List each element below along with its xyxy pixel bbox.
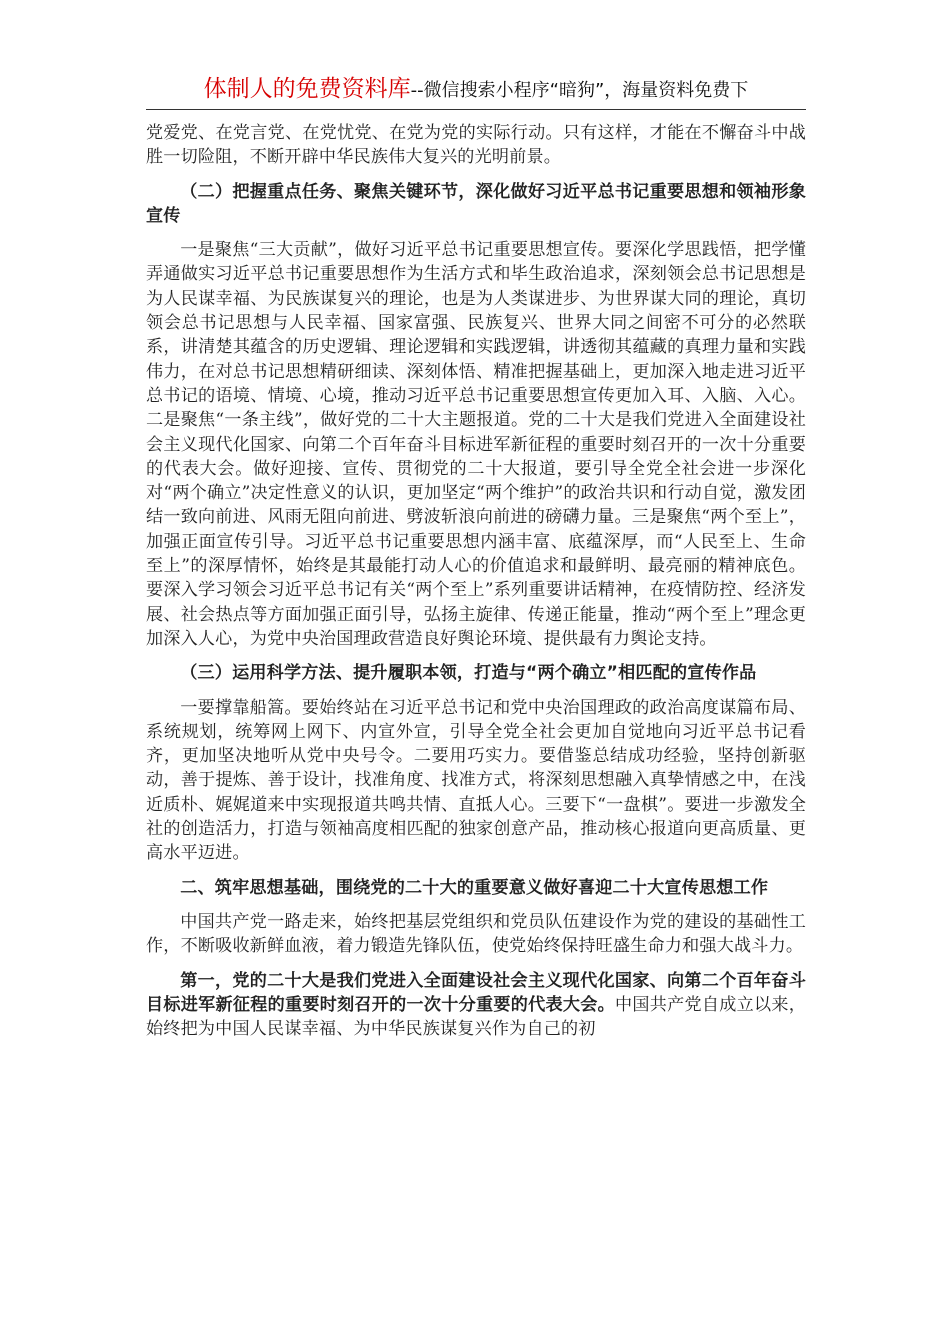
- header-tagline: --微信搜索小程序“暗狗”，海量资料免费下: [410, 80, 749, 101]
- watermark-header: [146, 70, 806, 110]
- header-brand: 体制人的免费资料库: [203, 76, 411, 102]
- paragraph-continued: 党爱党、在党言党、在党忧党、在党为党的实际行动。只有这样，才能在不懈奋斗中战胜一切险阻，不断开辟中华民族伟大复兴的光明前景。: [146, 123, 806, 168]
- document-body: [146, 121, 806, 1041]
- section-heading-2: （二）把握重点任务、聚焦关键环节，深化做好习近平总书记重要思想和领袖形象宣传: [146, 181, 806, 226]
- paragraph-section-2: 一是聚焦“三大贡献”，做好习近平总书记重要思想宣传。要深化学思践悟，把学懂弄通做实习近平总书记重要思想作为生活方式和毕生政治追求，深刻领会总书记思想是为人民谋幸福、为民族谋复兴的理论，也是为人类谋进步、为世界谋大同的理论，真切领会总书记思想与人民幸福、国家富强、民族复兴、世界大同之间密不可分的必然联系，讲清楚其蕴含的历史逻辑、理论逻辑和实践逻辑，讲透彻其蕴藏的真理力量和实践伟力，在对总书记思想精研细读、深刻体悟、精准把握基础上，更加深入地走进习近平总书记的语境、情境、心境，推动习近平总书记重要思想宣传更加入耳、入脑、入心。二是聚焦“一条主线”，做好党的二十大主题报道。党的二十大是我们党进入全面建设社会主义现代化国家、向第二个百年奋斗目标进军新征程的重要时刻召开的一次十分重要的代表大会。做好迎接、宣传、贯彻党的二十大报道，要引导全党全社会进一步深化对“两个确立”决定性意义的认识，更加坚定“两个维护”的政治共识和行动自觉，激发团结一致向前进、风雨无阻向前进、劈波斩浪向前进的磅礴力量。三是聚焦“两个至上”，加强正面宣传引导。习近平总书记重要思想内涵丰富、底蕴深厚，而“人民至上、生命至上”的深厚情怀，始终是其最能打动人心的价值追求和最鲜明、最亮丽的精神底色。要深入学习领会习近平总书记有关“两个至上”系列重要讲话精神，在疫情防控、经济发展、社会热点等方面加强正面引导，弘扬主旋律、传递正能量，推动“两个至上”理念更加深入人心，为党中央治国理政营造良好舆论环境、提供最有力舆论支持。: [146, 240, 806, 649]
- point-1-text: 中国共产党自成立以来，始终把为中国人民谋幸福、为中华民族谋复兴作为自己的初: [146, 994, 806, 1040]
- paragraph-point-1: [146, 969, 806, 1042]
- section-heading-3: （三）运用科学方法、提升履职本领，打造与“两个确立”相匹配的宣传作品: [180, 663, 757, 684]
- paragraph-section-3: 一要撑靠船篙。要始终站在习近平总书记和党中央治国理政的政治高度谋篇布局、系统规划，统筹网上网下、内宣外宣，引导全党全社会更加自觉地向习近平总书记看齐，更加坚决地听从党中央号令。二要用巧实力。要借鉴总结成功经验，坚持创新驱动，善于提炼、善于设计，找准角度、找准方式，将深刻思想融入真挚情感之中，在浅近质朴、娓娓道来中实现报道共鸣共情、直抵人心。三要下“一盘棋”。要进一步激发全社的创造活力，打造与领袖高度相匹配的独家创意产品，推动核心报道向更高质量、更高水平迈进。: [146, 697, 806, 864]
- chapter-heading-2: 二、筑牢思想基础，围绕党的二十大的重要意义做好喜迎二十大宣传思想工作: [180, 877, 769, 898]
- point-1-lead: 第一，党的二十大是我们党进入全面建设社会主义现代化国家、向第二个百年奋斗目标进军新征程的重要时刻召开的一次十分重要的代表大会。: [146, 970, 806, 1015]
- paragraph-chapter-2-intro: 中国共产党一路走来，始终把基层党组织和党员队伍建设作为党的建设的基础性工作，不断吸收新鲜血液，着力锻造先锋队伍，使党始终保持旺盛生命力和强大战斗力。: [146, 911, 806, 957]
